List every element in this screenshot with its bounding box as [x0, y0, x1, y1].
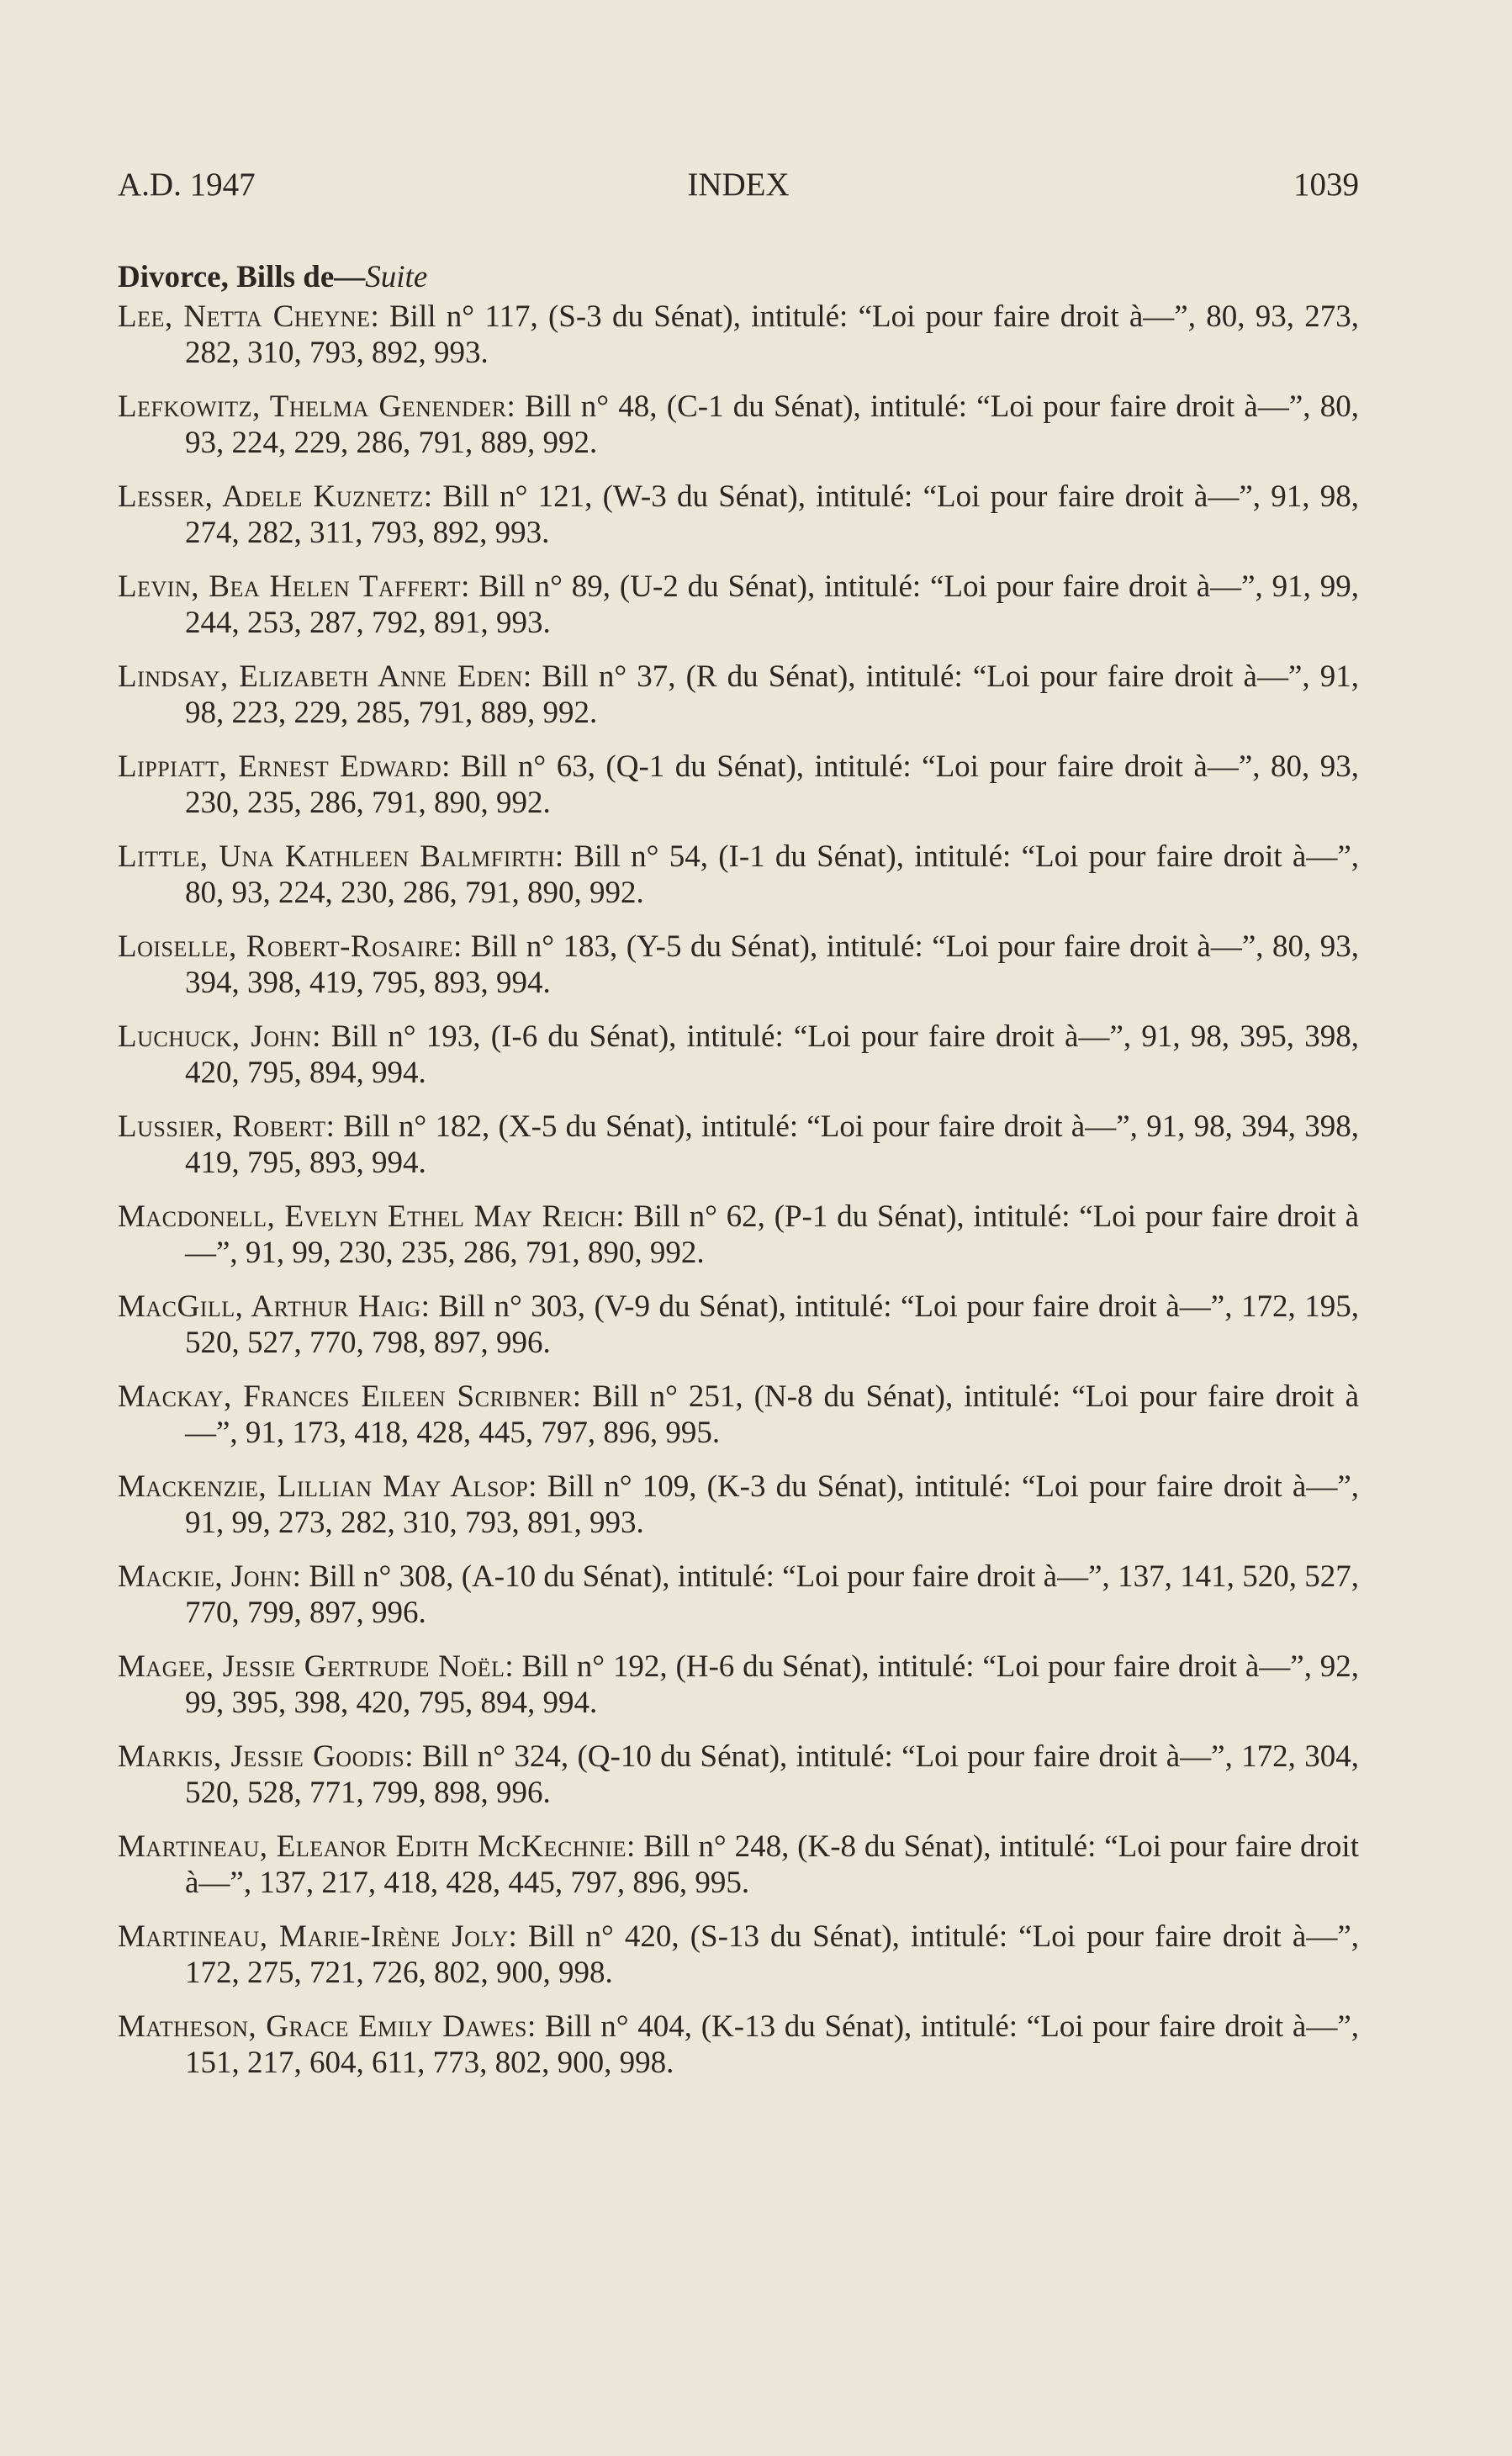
- index-entry: [118, 299, 1359, 371]
- entry-text: : Bill n° 117, (S-3 du Sénat), intitulé: “Loi pour faire droit à—”, 80, 93, 273, 282, 310, 793, 892, 993.: [185, 299, 1359, 370]
- entry-text: : Bill n° 324, (Q-10 du Sénat), intitulé: “Loi pour faire droit à—”, 172, 304, 520, 528, 771, 799, 898, 996.: [185, 1739, 1359, 1810]
- page-number: 1039: [1293, 167, 1359, 203]
- entry-text: : Bill n° 303, (V-9 du Sénat), intitulé: “Loi pour faire droit à—”, 172, 195, 520, 527, 770, 798, 897, 996.: [185, 1289, 1359, 1360]
- entry-name: Matheson, Grace Emily Dawes: [118, 2009, 528, 2044]
- entry-name: Mackenzie, Lillian May Alsop: [118, 1469, 529, 1504]
- entry-name: Lussier, Robert: [118, 1109, 326, 1144]
- entry-text: : Bill n° 89, (U-2 du Sénat), intitulé: “Loi pour faire droit à—”, 91, 99, 244, 253, 287, 792, 891, 993.: [185, 569, 1359, 640]
- entry-text: : Bill n° 121, (W-3 du Sénat), intitulé: “Loi pour faire droit à—”, 91, 98, 274, 282, 311, 793, 892, 993.: [185, 479, 1360, 550]
- index-entry: [118, 479, 1359, 551]
- index-entry: [118, 389, 1359, 461]
- index-entry: [118, 749, 1359, 821]
- entry-name: Martineau, Marie-Irène Joly: [118, 1919, 509, 1954]
- entry-text: : Bill n° 193, (I-6 du Sénat), intitulé: “Loi pour faire droit à—”, 91, 98, 395, 398, 420, 795, 894, 994.: [185, 1019, 1359, 1090]
- entry-text: : Bill n° 62, (P-1 du Sénat), intitulé: “Loi pour faire droit à—”, 91, 99, 230, 235, 286, 791, 890, 992.: [185, 1199, 1359, 1270]
- index-entry: [118, 1289, 1359, 1361]
- entry-text: : Bill n° 183, (Y-5 du Sénat), intitulé: “Loi pour faire droit à—”, 80, 93, 394, 398, 419, 795, 893, 994.: [185, 929, 1359, 1000]
- index-entry: [118, 2009, 1359, 2081]
- index-entry: [118, 1199, 1359, 1271]
- entry-name: Magee, Jessie Gertrude Noël: [118, 1649, 505, 1684]
- entry-text: : Bill n° 404, (K-13 du Sénat), intitulé: “Loi pour faire droit à—”, 151, 217, 604, 611, 773, 802, 900, 998.: [185, 2009, 1360, 2080]
- index-entry: [118, 1829, 1359, 1901]
- index-entry: [118, 659, 1359, 731]
- entry-name: Levin, Bea Helen Taffert: [118, 569, 462, 604]
- entry-name: Lippiatt, Ernest Edward: [118, 749, 442, 784]
- entry-name: Lee, Netta Cheyne: [118, 299, 371, 334]
- index-entry: [118, 1649, 1359, 1721]
- entry-name: Mackie, John: [118, 1559, 293, 1594]
- entry-text: : Bill n° 192, (H-6 du Sénat), intitulé: “Loi pour faire droit à—”, 92, 99, 395, 398, 420, 795, 894, 994.: [185, 1649, 1359, 1720]
- header-title: INDEX: [687, 167, 790, 203]
- entry-name: MacGill, Arthur Haig: [118, 1289, 421, 1324]
- index-entry: [118, 1379, 1359, 1451]
- section-heading-label: Divorce, Bills de—: [118, 260, 366, 294]
- index-entries: [118, 299, 1359, 2099]
- entry-name: Little, Una Kathleen Balmfirth: [118, 839, 555, 874]
- entry-name: Markis, Jessie Goodis: [118, 1739, 405, 1774]
- entry-text: : Bill n° 37, (R du Sénat), intitulé: “Loi pour faire droit à—”, 91, 98, 223, 229, 285, 791, 889, 992.: [185, 659, 1359, 730]
- section-heading: [118, 258, 427, 297]
- entry-text: : Bill n° 182, (X-5 du Sénat), intitulé: “Loi pour faire droit à—”, 91, 98, 394, 398, 419, 795, 893, 994.: [185, 1109, 1359, 1180]
- entry-text: : Bill n° 48, (C-1 du Sénat), intitulé: “Loi pour faire droit à—”, 80, 93, 224, 229, 286, 791, 889, 992.: [185, 389, 1359, 460]
- section-heading-suite: Suite: [365, 260, 428, 294]
- entry-text: : Bill n° 308, (A-10 du Sénat), intitulé: “Loi pour faire droit à—”, 137, 141, 520, 527, 770, 799, 897, 996.: [185, 1559, 1360, 1630]
- entry-text: : Bill n° 109, (K-3 du Sénat), intitulé: “Loi pour faire droit à—”, 91, 99, 273, 282, 310, 793, 891, 993.: [185, 1469, 1359, 1540]
- index-entry: [118, 1109, 1359, 1181]
- entry-text: : Bill n° 54, (I-1 du Sénat), intitulé: “Loi pour faire droit à—”, 80, 93, 224, 230, 286, 791, 890, 992.: [185, 839, 1359, 910]
- index-entry: [118, 1559, 1359, 1631]
- entry-name: Martineau, Eleanor Edith McKechnie: [118, 1829, 626, 1864]
- index-entry: [118, 569, 1359, 641]
- index-entry: [118, 1739, 1359, 1811]
- index-entry: [118, 839, 1359, 911]
- entry-name: Lesser, Adele Kuznetz: [118, 479, 424, 514]
- index-entry: [118, 1469, 1359, 1541]
- entry-text: : Bill n° 251, (N-8 du Sénat), intitulé: “Loi pour faire droit à—”, 91, 173, 418, 428, 445, 797, 896, 995.: [185, 1379, 1359, 1450]
- entry-name: Loiselle, Robert-Rosaire: [118, 929, 453, 964]
- entry-text: : Bill n° 63, (Q-1 du Sénat), intitulé: “Loi pour faire droit à—”, 80, 93, 230, 235, 286, 791, 890, 992.: [185, 749, 1359, 820]
- index-entry: [118, 929, 1359, 1001]
- entry-name: Lindsay, Elizabeth Anne Eden: [118, 659, 523, 694]
- entry-text: : Bill n° 420, (S-13 du Sénat), intitulé: “Loi pour faire droit à—”, 172, 275, 721, 726, 802, 900, 998.: [185, 1919, 1359, 1990]
- index-entry: [118, 1919, 1359, 1991]
- entry-name: Luchuck, John: [118, 1019, 313, 1054]
- entry-name: Mackay, Frances Eileen Scribner: [118, 1379, 573, 1414]
- entry-name: Macdonell, Evelyn Ethel May Reich: [118, 1199, 616, 1234]
- entry-name: Lefkowitz, Thelma Genender: [118, 389, 507, 424]
- header-year: A.D. 1947: [118, 167, 256, 203]
- entry-text: : Bill n° 248, (K-8 du Sénat), intitulé: “Loi pour faire droit à—”, 137, 217, 418, 428, 445, 797, 896, 995.: [185, 1829, 1359, 1900]
- index-entry: [118, 1019, 1359, 1091]
